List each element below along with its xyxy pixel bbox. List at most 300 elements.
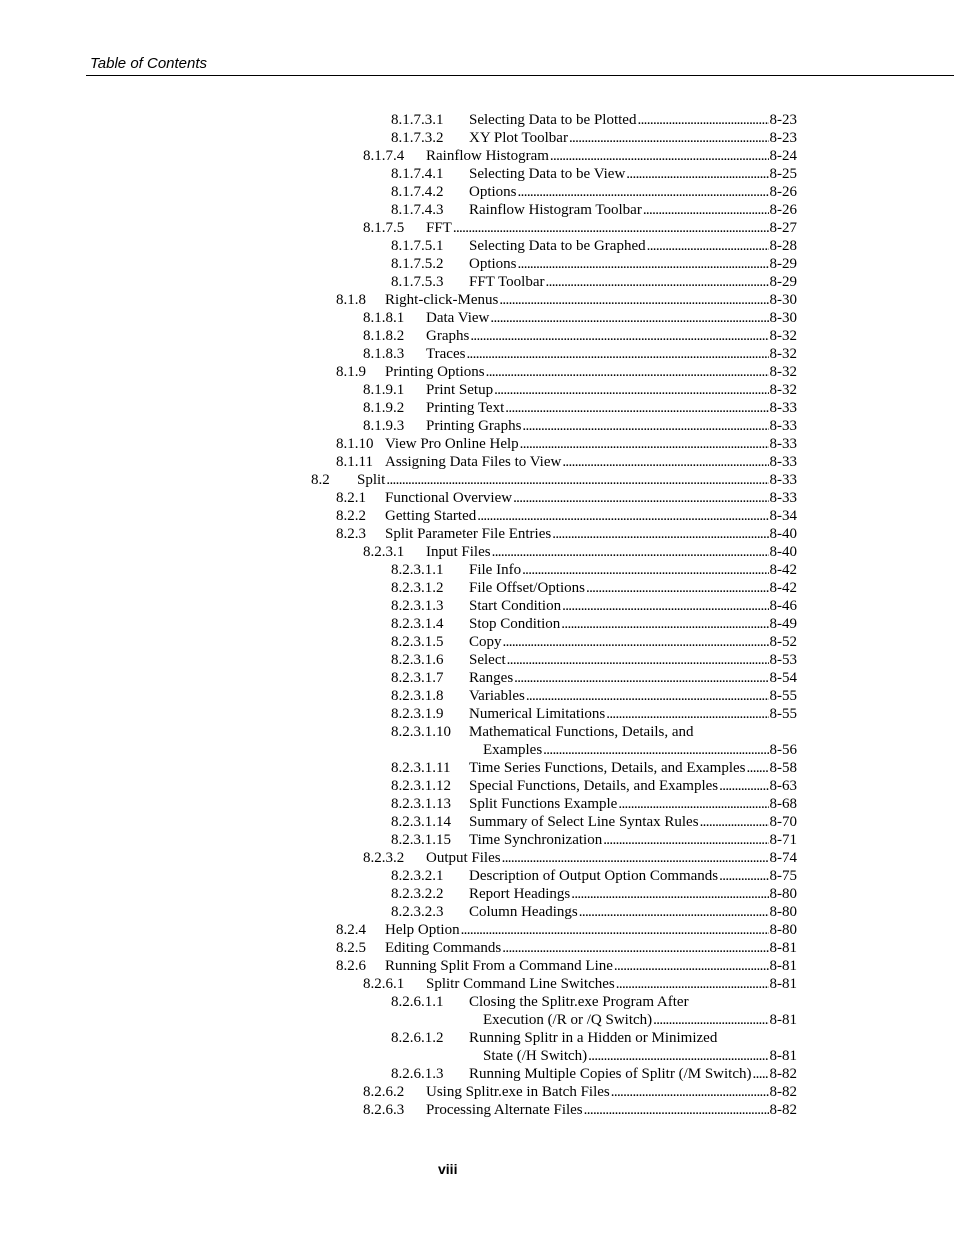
toc-entry-page: 8-25 xyxy=(769,166,797,182)
toc-entry-page: 8-32 xyxy=(769,346,797,362)
toc-entry-title: Processing Alternate Files xyxy=(426,1102,583,1118)
toc-entry-title: Special Functions, Details, and Examples xyxy=(469,778,719,794)
toc-entry-number: 8.1.7.3.1 xyxy=(391,112,444,128)
dot-leader xyxy=(466,345,768,363)
toc-entry[interactable] xyxy=(0,165,954,183)
toc-entry-number: 8.2.3.2.2 xyxy=(391,886,444,902)
dot-leader xyxy=(470,327,768,345)
toc-entry[interactable] xyxy=(0,939,954,957)
toc-entry-number: 8.2.3.2 xyxy=(363,850,405,866)
toc-entry-page: 8-33 xyxy=(769,418,797,434)
toc-entry-number: 8.2.3.1.13 xyxy=(391,796,451,812)
toc-entry-line xyxy=(385,291,797,309)
toc-entry-number: 8.1.8 xyxy=(336,292,366,308)
toc-entry[interactable] xyxy=(0,525,954,543)
toc-entry-page: 8-26 xyxy=(769,184,797,200)
toc-entry-page: 8-24 xyxy=(769,148,797,164)
toc-entry-title: Rainflow Histogram Toolbar xyxy=(469,202,642,218)
toc-entry-title: Time Series Functions, Details, and Examples xyxy=(469,760,746,776)
toc-entry[interactable] xyxy=(0,543,954,561)
toc-entry-line xyxy=(385,957,797,975)
toc-entry-page: 8-54 xyxy=(769,670,797,686)
toc-entry-title: Graphs xyxy=(426,328,470,344)
toc-entry-line xyxy=(385,525,797,543)
dot-leader xyxy=(507,651,769,669)
toc-entry-title: Getting Started xyxy=(385,508,477,524)
toc-entry-title: Print Setup xyxy=(426,382,494,398)
toc-entry-line xyxy=(469,831,797,849)
toc-entry-line xyxy=(469,183,797,201)
toc-entry-title: File Offset/Options xyxy=(469,580,585,596)
toc-entry-line xyxy=(385,939,797,957)
toc-entry-line xyxy=(426,327,797,345)
toc-entry-page: 8-81 xyxy=(769,1012,797,1028)
dot-leader xyxy=(643,201,769,219)
toc-entry[interactable] xyxy=(0,849,954,867)
toc-entry-number: 8.2.3.1.1 xyxy=(391,562,444,578)
toc-entry-title: Description of Output Option Commands xyxy=(469,868,719,884)
dot-leader xyxy=(461,921,769,939)
toc-entry-page: 8-80 xyxy=(769,922,797,938)
toc-entry-page: 8-71 xyxy=(769,832,797,848)
header-title: Table of Contents xyxy=(90,55,208,72)
toc-entry-title: FFT Toolbar xyxy=(469,274,545,290)
toc-entry-line xyxy=(469,165,797,183)
toc-entry-page: 8-46 xyxy=(769,598,797,614)
toc-entry-page: 8-26 xyxy=(769,202,797,218)
toc-entry-line xyxy=(385,489,797,507)
dot-leader xyxy=(543,741,768,759)
toc-entry[interactable] xyxy=(0,651,954,669)
toc-entry[interactable] xyxy=(0,273,954,291)
toc-entry-number: 8.2.1 xyxy=(336,490,366,506)
toc-entry[interactable] xyxy=(0,147,954,165)
dot-leader xyxy=(522,417,768,435)
toc-entry[interactable] xyxy=(0,363,954,381)
toc-entry-line xyxy=(469,1065,797,1083)
toc-entry-number: 8.1.7.4.1 xyxy=(391,166,444,182)
toc-entry-page: 8-33 xyxy=(769,400,797,416)
toc-entry-line xyxy=(469,255,797,273)
toc-entry-title: Select xyxy=(469,652,506,668)
toc-entry-title: XY Plot Toolbar xyxy=(469,130,568,146)
toc-entry-number: 8.2.6.1 xyxy=(363,976,405,992)
toc-entry-number: 8.1.7.5 xyxy=(363,220,405,236)
toc-entry[interactable] xyxy=(0,255,954,273)
toc-entry[interactable] xyxy=(0,417,954,435)
toc-entry-line xyxy=(469,687,797,705)
toc-entry-page: 8-81 xyxy=(769,1048,797,1064)
toc-entry-page: 8-55 xyxy=(769,688,797,704)
toc-entry-title: Time Synchronization xyxy=(469,832,603,848)
dot-leader xyxy=(486,363,769,381)
toc-entry-number: 8.2.4 xyxy=(336,922,366,938)
toc-entry-number: 8.2.6 xyxy=(336,958,366,974)
dot-leader xyxy=(477,507,768,525)
toc-entry-title: Editing Commands xyxy=(385,940,502,956)
toc-entry-title: Using Splitr.exe in Batch Files xyxy=(426,1084,610,1100)
toc-entry-line xyxy=(469,237,797,255)
toc-entry-title: File Info xyxy=(469,562,522,578)
toc-entry-title: Copy xyxy=(469,634,502,650)
toc-entry[interactable] xyxy=(0,687,954,705)
dot-leader xyxy=(616,975,769,993)
toc-entry-title: Right-click-Menus xyxy=(385,292,499,308)
toc-entry-page: 8-33 xyxy=(769,490,797,506)
toc-entry-title: View Pro Online Help xyxy=(385,436,519,452)
toc-entry-title: Numerical Limitations xyxy=(469,706,606,722)
toc-entry-title: Selecting Data to be View xyxy=(469,166,626,182)
dot-leader xyxy=(562,453,768,471)
toc-entry-title: Help Option xyxy=(385,922,460,938)
toc-entry-title: Ranges xyxy=(469,670,514,686)
toc-entry-number: 8.1.10 xyxy=(336,436,374,452)
toc-entry-title: Selecting Data to be Plotted xyxy=(469,112,637,128)
toc-entry-line xyxy=(469,795,797,813)
toc-entry-title: Mathematical Functions, Details, and xyxy=(469,724,694,740)
toc-entry-title-continued: State (/H Switch) xyxy=(483,1048,588,1064)
toc-entry-page: 8-33 xyxy=(769,436,797,452)
toc-entry-page: 8-40 xyxy=(769,526,797,542)
toc-entry-title-continued: Execution (/R or /Q Switch) xyxy=(483,1012,653,1028)
dot-leader xyxy=(611,1083,769,1101)
toc-entry-page: 8-55 xyxy=(769,706,797,722)
toc-entry-line xyxy=(357,471,797,489)
toc-entry-number: 8.2.3.1.12 xyxy=(391,778,451,794)
toc-entry-number: 8.1.8.2 xyxy=(363,328,405,344)
toc-entry-line xyxy=(469,615,797,633)
toc-entry-number: 8.2.3.2.3 xyxy=(391,904,444,920)
toc-entry[interactable] xyxy=(0,903,954,921)
toc-entry-line xyxy=(469,813,797,831)
toc-entry-page: 8-34 xyxy=(769,508,797,524)
toc-entry-number: 8.2.3.1.8 xyxy=(391,688,444,704)
toc-entry-title: Running Multiple Copies of Splitr (/M Switch) xyxy=(469,1066,752,1082)
toc-entry-line xyxy=(469,579,797,597)
toc-entry-line xyxy=(385,435,797,453)
toc-entry-page: 8-82 xyxy=(769,1102,797,1118)
toc-entry[interactable] xyxy=(0,471,954,489)
toc-entry-page: 8-81 xyxy=(769,958,797,974)
toc-entry-title: Variables xyxy=(469,688,525,704)
toc-entry-title: Closing the Splitr.exe Program After xyxy=(469,994,689,1010)
toc-entry[interactable] xyxy=(0,507,954,525)
toc-entry-page: 8-32 xyxy=(769,328,797,344)
toc-entry[interactable] xyxy=(0,381,954,399)
toc-entry-title: Functional Overview xyxy=(385,490,513,506)
toc-entry[interactable] xyxy=(0,561,954,579)
dot-leader xyxy=(514,669,768,687)
toc-entry-line xyxy=(426,219,797,237)
toc-entry-title: Printing Graphs xyxy=(426,418,522,434)
toc-entry[interactable] xyxy=(0,813,954,831)
toc-entry[interactable] xyxy=(0,489,954,507)
toc-entry-page: 8-32 xyxy=(769,382,797,398)
toc-entry-line xyxy=(426,399,797,417)
toc-entry-number: 8.2.2 xyxy=(336,508,366,524)
toc-entry[interactable] xyxy=(0,723,954,741)
toc-entry[interactable] xyxy=(0,669,954,687)
toc-entry-line xyxy=(469,597,797,615)
dot-leader xyxy=(637,111,768,129)
toc-entry[interactable] xyxy=(0,183,954,201)
toc-entry-page: 8-30 xyxy=(769,292,797,308)
toc-entry[interactable] xyxy=(0,597,954,615)
toc-entry-number: 8.2.3.1.5 xyxy=(391,634,444,650)
toc-entry-title: Split xyxy=(357,472,386,488)
toc-entry-line xyxy=(483,1047,797,1065)
toc-entry-title: Start Condition xyxy=(469,598,562,614)
dot-leader xyxy=(571,885,768,903)
dot-leader xyxy=(719,867,768,885)
toc-entry-number: 8.2 xyxy=(311,472,330,488)
toc-entry-number: 8.1.7.5.2 xyxy=(391,256,444,272)
dot-leader xyxy=(492,543,769,561)
toc-entry-number: 8.1.9.3 xyxy=(363,418,405,434)
toc-entry[interactable] xyxy=(0,1101,954,1119)
dot-leader xyxy=(513,489,768,507)
toc-entry[interactable] xyxy=(0,633,954,651)
toc-entry[interactable] xyxy=(0,219,954,237)
toc-entry-title: Splitr Command Line Switches xyxy=(426,976,615,992)
toc-entry-title: Printing Options xyxy=(385,364,485,380)
toc-entry-line xyxy=(483,1011,797,1029)
toc-entry-title: Assigning Data Files to View xyxy=(385,454,562,470)
dot-leader xyxy=(653,1011,768,1029)
toc-entry-line xyxy=(469,273,797,291)
toc-entry-title: Running Splitr in a Hidden or Minimized xyxy=(469,1030,718,1046)
page-number: viii xyxy=(438,1161,458,1177)
toc-entry[interactable] xyxy=(0,291,954,309)
toc-entry-page: 8-56 xyxy=(769,742,797,758)
toc-entry[interactable] xyxy=(0,579,954,597)
dot-leader xyxy=(606,705,768,723)
toc-entry[interactable] xyxy=(0,129,954,147)
dot-leader xyxy=(550,147,769,165)
dot-leader xyxy=(386,471,768,489)
toc-entry[interactable] xyxy=(0,957,954,975)
toc-entry-line xyxy=(469,561,797,579)
toc-entry-page: 8-29 xyxy=(769,256,797,272)
toc-entry-page: 8-68 xyxy=(769,796,797,812)
toc-entry-line xyxy=(426,543,797,561)
toc-entry-line xyxy=(385,921,797,939)
toc-entry-number: 8.1.7.3.2 xyxy=(391,130,444,146)
toc-entry-continuation[interactable] xyxy=(0,1047,954,1065)
toc-entry-number: 8.2.3.1.15 xyxy=(391,832,451,848)
toc-entry-line xyxy=(483,741,797,759)
toc-entry-page: 8-49 xyxy=(769,616,797,632)
toc-entry[interactable] xyxy=(0,921,954,939)
dot-leader xyxy=(502,939,768,957)
toc-entry[interactable] xyxy=(0,831,954,849)
toc-entry-page: 8-23 xyxy=(769,112,797,128)
toc-entry-page: 8-53 xyxy=(769,652,797,668)
dot-leader xyxy=(490,309,768,327)
dot-leader xyxy=(603,831,768,849)
toc-entry-page: 8-28 xyxy=(769,238,797,254)
toc-entry-line xyxy=(469,867,797,885)
toc-entry-number: 8.1.9.2 xyxy=(363,400,405,416)
toc-entry[interactable] xyxy=(0,975,954,993)
dot-leader xyxy=(561,615,768,633)
toc-entry-page: 8-33 xyxy=(769,472,797,488)
toc-entry[interactable] xyxy=(0,453,954,471)
toc-entry-line xyxy=(385,453,797,471)
toc-entry-line xyxy=(469,129,797,147)
toc-entry-title: Report Headings xyxy=(469,886,571,902)
toc-entry-line xyxy=(426,1101,797,1119)
toc-entry-page: 8-81 xyxy=(769,940,797,956)
dot-leader xyxy=(719,777,768,795)
toc-entry-title: Options xyxy=(469,184,517,200)
toc-entry-line xyxy=(469,885,797,903)
toc-entry-number: 8.1.7.4.2 xyxy=(391,184,444,200)
dot-leader xyxy=(453,219,769,237)
toc-entry[interactable] xyxy=(0,435,954,453)
header-rule xyxy=(86,75,954,76)
toc-entry-page: 8-40 xyxy=(769,544,797,560)
toc-entry-page: 8-70 xyxy=(769,814,797,830)
toc-entry-page: 8-63 xyxy=(769,778,797,794)
toc-entry-number: 8.2.3.2.1 xyxy=(391,868,444,884)
toc-entry-title: Printing Text xyxy=(426,400,505,416)
toc-entry-line xyxy=(469,993,797,1011)
dot-leader xyxy=(579,903,769,921)
toc-entry[interactable] xyxy=(0,777,954,795)
toc-entry-title: Stop Condition xyxy=(469,616,561,632)
toc-entry-page: 8-82 xyxy=(769,1066,797,1082)
toc-entry-line xyxy=(426,309,797,327)
toc-entry-page: 8-58 xyxy=(769,760,797,776)
toc-entry-line xyxy=(469,669,797,687)
toc-entry-title: Summary of Select Line Syntax Rules xyxy=(469,814,699,830)
dot-leader xyxy=(753,1065,769,1083)
toc-entry-number: 8.2.3.1.6 xyxy=(391,652,444,668)
toc-entry[interactable] xyxy=(0,1029,954,1047)
toc-entry[interactable] xyxy=(0,345,954,363)
toc-entry-number: 8.1.9 xyxy=(336,364,366,380)
toc-entry[interactable] xyxy=(0,327,954,345)
toc-entry[interactable] xyxy=(0,885,954,903)
toc-entry-title: Column Headings xyxy=(469,904,578,920)
toc-entry-title: Split Parameter File Entries xyxy=(385,526,552,542)
toc-entry-page: 8-29 xyxy=(769,274,797,290)
toc-entry[interactable] xyxy=(0,1083,954,1101)
toc-entry[interactable] xyxy=(0,309,954,327)
toc-entry-line xyxy=(469,723,797,741)
toc-entry-page: 8-52 xyxy=(769,634,797,650)
toc-entry[interactable] xyxy=(0,201,954,219)
dot-leader xyxy=(588,1047,768,1065)
dot-leader xyxy=(494,381,768,399)
dot-leader xyxy=(546,273,769,291)
dot-leader xyxy=(518,183,769,201)
toc-entry-number: 8.2.6.1.3 xyxy=(391,1066,444,1082)
toc-entry[interactable] xyxy=(0,705,954,723)
dot-leader xyxy=(552,525,768,543)
toc-entry-number: 8.2.3 xyxy=(336,526,366,542)
dot-leader xyxy=(503,633,769,651)
toc-entry-line xyxy=(469,111,797,129)
toc-entry-line xyxy=(426,345,797,363)
dot-leader xyxy=(584,1101,769,1119)
toc-entry-continuation[interactable] xyxy=(0,1011,954,1029)
toc-entry-page: 8-23 xyxy=(769,130,797,146)
toc-entry[interactable] xyxy=(0,237,954,255)
toc-entry-number: 8.2.3.1.11 xyxy=(391,760,451,776)
dot-leader xyxy=(520,435,769,453)
toc-entry-page: 8-33 xyxy=(769,454,797,470)
toc-entry-number: 8.1.8.1 xyxy=(363,310,405,326)
table-of-contents xyxy=(0,111,954,1119)
toc-entry-number: 8.2.3.1.9 xyxy=(391,706,444,722)
toc-entry-number: 8.1.7.5.3 xyxy=(391,274,444,290)
toc-entry-page: 8-75 xyxy=(769,868,797,884)
dot-leader xyxy=(700,813,769,831)
toc-entry-line xyxy=(426,849,797,867)
toc-entry-line xyxy=(426,1083,797,1101)
dot-leader xyxy=(747,759,769,777)
toc-entry-number: 8.2.3.1.4 xyxy=(391,616,444,632)
toc-entry[interactable] xyxy=(0,759,954,777)
toc-entry-page: 8-80 xyxy=(769,886,797,902)
toc-entry-number: 8.1.11 xyxy=(336,454,373,470)
toc-entry-number: 8.2.3.1.10 xyxy=(391,724,451,740)
toc-entry-title-continued: Examples xyxy=(483,742,543,758)
toc-entry-number: 8.1.9.1 xyxy=(363,382,405,398)
toc-entry-page: 8-30 xyxy=(769,310,797,326)
toc-entry-number: 8.2.6.2 xyxy=(363,1084,405,1100)
toc-entry-number: 8.2.3.1.3 xyxy=(391,598,444,614)
toc-entry-page: 8-27 xyxy=(769,220,797,236)
dot-leader xyxy=(569,129,769,147)
toc-entry-number: 8.2.3.1.14 xyxy=(391,814,451,830)
toc-entry[interactable] xyxy=(0,399,954,417)
toc-entry-page: 8-42 xyxy=(769,580,797,596)
toc-entry[interactable] xyxy=(0,867,954,885)
dot-leader xyxy=(614,957,769,975)
toc-entry-line xyxy=(469,705,797,723)
toc-entry-number: 8.2.3.1.7 xyxy=(391,670,444,686)
dot-leader xyxy=(505,399,768,417)
dot-leader xyxy=(526,687,769,705)
toc-entry[interactable] xyxy=(0,795,954,813)
dot-leader xyxy=(647,237,769,255)
toc-entry[interactable] xyxy=(0,615,954,633)
toc-entry-title: Input Files xyxy=(426,544,491,560)
toc-entry-title: Options xyxy=(469,256,517,272)
dot-leader xyxy=(626,165,768,183)
toc-entry[interactable] xyxy=(0,993,954,1011)
toc-entry[interactable] xyxy=(0,1065,954,1083)
dot-leader xyxy=(522,561,768,579)
toc-entry-continuation[interactable] xyxy=(0,741,954,759)
toc-entry-line xyxy=(385,363,797,381)
toc-entry-title: Data View xyxy=(426,310,490,326)
dot-leader xyxy=(562,597,768,615)
toc-entry[interactable] xyxy=(0,111,954,129)
toc-entry-number: 8.2.6.1.2 xyxy=(391,1030,444,1046)
toc-entry-page: 8-82 xyxy=(769,1084,797,1100)
toc-entry-page: 8-80 xyxy=(769,904,797,920)
toc-entry-title: Output Files xyxy=(426,850,501,866)
toc-entry-line xyxy=(426,417,797,435)
toc-entry-line xyxy=(469,903,797,921)
toc-entry-number: 8.2.5 xyxy=(336,940,366,956)
toc-entry-title: FFT xyxy=(426,220,452,236)
toc-entry-number: 8.2.3.1.2 xyxy=(391,580,444,596)
